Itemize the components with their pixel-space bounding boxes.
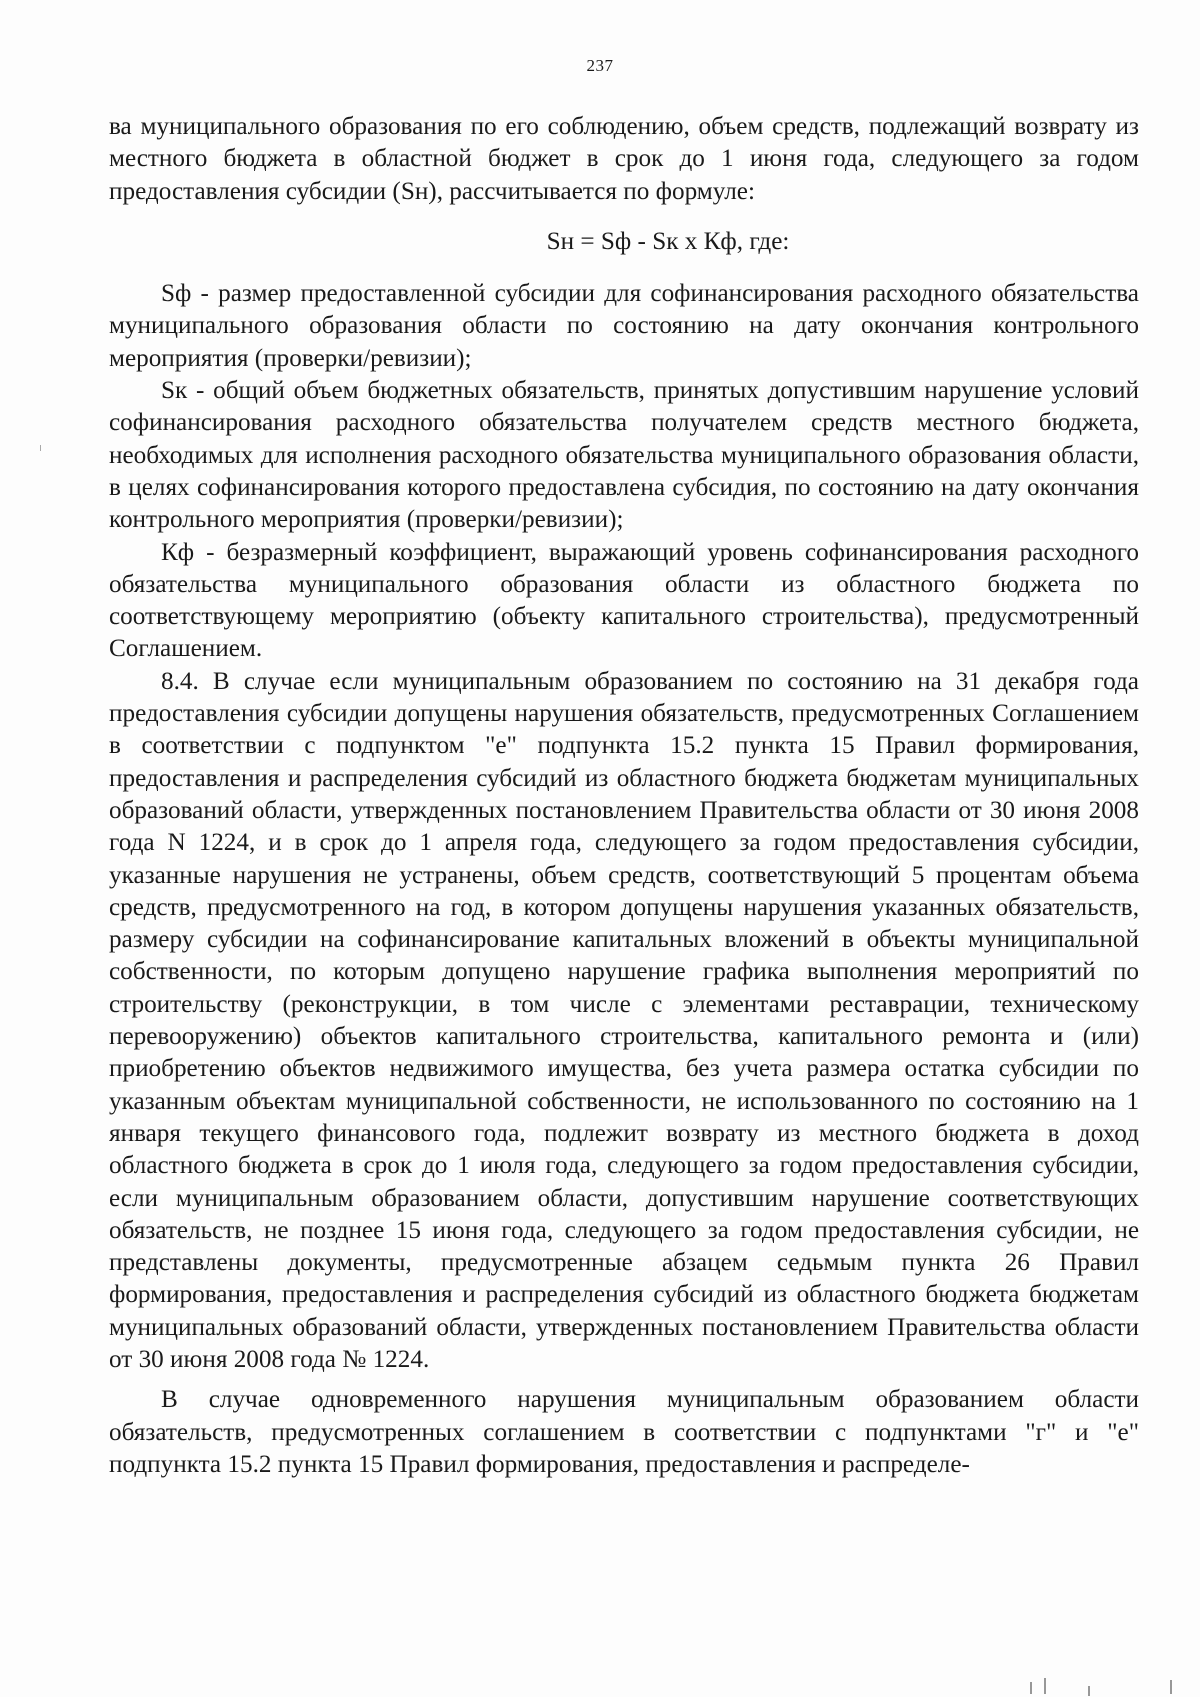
document-body <box>109 111 1139 1481</box>
scan-mark-left <box>40 445 41 451</box>
paragraph-sk-definition: Sк - общий объем бюджетных обязательств, принятых допустившим нарушение условий софинансирования расходного обязательства получателем средств местного бюджета, необходимых для исполнения расходного обязательства муниципального образования области, в целях софинансирования которого предоставлена субсидия, по состоянию на дату окончания контрольного мероприятия (проверки/ревизии); <box>109 377 1139 534</box>
formula: Sн = Sф - Sк x Кф, где: <box>546 227 790 255</box>
paragraph-section-8-4: 8.4. В случае если муниципальным образованием по состоянию на 31 декабря года предоставления субсидии допущены нарушения обязательств, предусмотренных Соглашением в соответствии с подпунктом "е" подпункта 15.2 пункта 15 Правил формирования, предоставления и распределения субсидий из областного бюджета бюджетам муниципальных образований области, утвержденных постановлением Правительства области от 30 июня 2008 года N 1224, и в срок до 1 апреля года, следующего за годом предоставления субсидии, указанные нарушения не устранены, объем средств, соответствующий 5 процентам объема средств, предусмотренного на год, в котором допущены нарушения указанных обязательств, размеру субсидии на софинансирование капитальных вложений в объекты муниципальной собственности, по которым допущено нарушение графика выполнения мероприятий по строительству (реконструкции, в том числе с элементами реставрации, техническому перевооружению) объектов капитального строительства, капитального ремонта и (или) приобретению объектов недвижимого имущества, без учета размера остатка субсидии по указанным объектам муниципальной собственности, не использованного по состоянию на 1 января текущего финансового года, подлежит возврату из местного бюджета в доход областного бюджета в срок до 1 июля года, следующего за годом предоставления субсидии, если муниципальным образованием области, допустившим нарушение соответствующих обязательств, не позднее 15 июня года, следующего за годом предоставления субсидии, не представлены документы, предусмотренные абзацем седьмым пункта 26 Правил формирования, предоставления и распределения субсидий из областного бюджета бюджетам муниципальных образований области, утвержденных постановлением Правительства области от 30 июня 2008 года № 1224. <box>109 667 1139 1373</box>
scan-mark-bottom-4 <box>1170 1680 1172 1694</box>
paragraph-simultaneous-violation: В случае одновременного нарушения муниципальным образованием области обязательств, предусмотренных соглашением в соответствии с подпунктами "г" и "е" подпункта 15.2 пункта 15 Правил формирования, предоставления и распределе- <box>109 1386 1139 1478</box>
paragraph-sf-definition: Sф - размер предоставленной субсидии для софинансирования расходного обязательства муниципального образования области по состоянию на дату окончания контрольного мероприятия (проверки/ревизии); <box>109 280 1139 372</box>
paragraph-continuation: ва муниципального образования по его соблюдению, объем средств, подлежащий возврату из местного бюджета в областной бюджет в срок до 1 июня года, следующего за годом предоставления субсидии (Sн), рассчитывается по формуле: <box>109 113 1139 205</box>
scan-mark-bottom-2 <box>1044 1678 1046 1694</box>
page-number: 237 <box>586 56 614 75</box>
scan-mark-bottom-1 <box>1030 1682 1032 1694</box>
paragraph-kf-definition: Кф - безразмерный коэффициент, выражающий уровень софинансирования расходного обязательства муниципального образования области из областного бюджета по соответствующему мероприятию (объекту капитального строительства), предусмотренный Соглашением. <box>109 538 1139 663</box>
scan-mark-bottom-3 <box>1088 1686 1090 1696</box>
